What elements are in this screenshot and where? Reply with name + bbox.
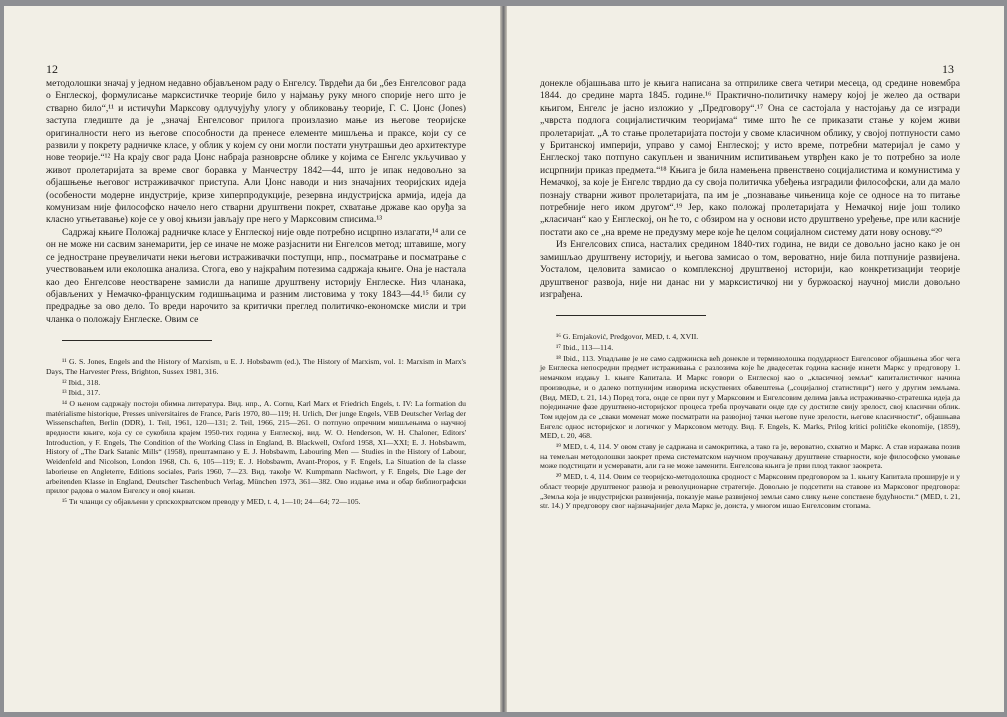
right-page [507, 6, 1004, 712]
footnote: ¹⁷ Ibid., 113—114. [556, 343, 614, 353]
footnote-separator [556, 315, 706, 316]
page-number: 12 [46, 62, 58, 76]
footnote: ¹² Ibid., 318. [62, 377, 101, 387]
footnote: ²⁰ MED, t. 4, 114. Овим се теоријско-методолошка сродност с Марксовим предговором за 1. књигу Капитала проширује и у област теорије друштвеног развоја и револуционарне стратегије. Довољно је подсетити на ставове из Марксовог предговора: „Земља која је индустријски развијенија, показује мање развијеној земљи само слику њене сопствене будућности.“ (MED, t. 21, str. 14.) У предговору свог најзначајнијег дела Маркс је, доиста, у многом ишао Енгелсовим стопама. [540, 472, 960, 511]
footnotes [540, 332, 960, 511]
main-text [46, 78, 466, 326]
page-number: 13 [942, 62, 954, 76]
paragraph: донекле објашњава што је књига написана за отприлике свега четири месеца, од средине новембра 1844. до средине марта 1845. године.¹⁶ Практично-политичку намеру којој је желео да оствари књигом, Енгелс је јасно изложио у „Предговору“.¹⁷ Она се састојала у настојању да се изгради „чврста подлога социјалистичким теоријама“ тиме што ће се приказати стање у којем живи пролетаријат. „А то стање пролетаријата постоји у своме класичном облику, у својој потпуности само у Британској империји, управо у самој Енглеској; у исто време, потребни материјал је само у Енглеској тако потпуно сакупљен и званичним испитивањем утврђен како је то потребно за иоле исцрпнији приказ предмета.“¹⁸ Књига је била намењена првенствено социјалистима и комунистима у Немачкој, за које је Енгелс тврдио да су своја политичка убеђења изградили философски, али да мало познају стварни живот пролетаријата, па им је „познавање чињеница које се односе на то питање потребније него иком другом“.¹⁹ Јер, како положај пролетаријата у Немачкој није још толико „класичан“ као у Енглеској, он ће то, с обзиром на у основи исто друштвено уређење, пре или касније постати ако се „на време не предузму мере које ће целом социјалном систему дати нову основу.“²⁰ [540, 78, 960, 238]
footnote: ¹¹ G. S. Jones, Engels and the History of Marxism, u E. J. Hobsbawm (ed.), The History of Marxism, vol. 1: Marxism in Marx's Days, The Harvester Press, Brighton, Sussex 1981, 316. [46, 357, 466, 376]
paragraph: Садржај књиге Положај радничке класе у Енглеској није овде потребно исцрпно излагати,¹⁴ али се он не може ни сасвим занемарити, јер се иначе не може разјаснити ни Енгелсов метод; штавише, могу се једностране преувеличати неки његови истраживачки поступци, нпр., посматрање и посматрање с учествовањем или еколошка анализа. Стога, ево у најкраћим потезима садржаја књиге. Она је настала као део Енгелсове неостварене замисли да напише друштвену историју Енглеске. Низ чланака, објављених у Немачко-француским годишњацима и разним листовима у току 1843—44.¹⁵ били су предрадње за ово дело. То вреди нарочито за критички преглед политичко-економске мисли и три чланка о положају Енглеске. Овим се [46, 226, 466, 325]
main-text [540, 78, 960, 301]
footnote: ¹⁶ G. Ernjaković, Predgovor, MED, t. 4, XVII. [556, 332, 699, 342]
footnote: ¹⁹ MED, t. 4, 114. У овом ставу је садржана и самокритика, а тако га је, вероватно, схватио и Маркс. А став изражава позив на темељан методолошки заокрет према систематском научном проучавању друштвене стварности, које философско умовање може подстицати и усмеравати, али га не може заменити. Енгелсова књига је први плод таквог заокрета. [540, 442, 960, 471]
paragraph: Из Енгелсових списа, насталих средином 1840-тих година, не види се довољно јасно како је он замишљао друштвену историју, и његова замисао о том, вероватно, није била потпуније развијена. Уосталом, целовита замисао о комплексној друштвеној историји, као конкретизацији теорије друштвеног развоја, није ни данас ни у марксистичкој ни у буржоаској научној мисли довољно изграђена. [540, 239, 960, 300]
footnote: ¹⁸ Ibid., 113. Упадљиве је не само садржинска већ донекле и терминолошка подударност Енгелсовог објашњења због чега је Енглеска непосредни предмет истраживања с разлозима које ће двадесетак година касније изнети Маркс у предговору 1. немачком издању 1. књиге Капитала. И Маркс говори о Енглеској као о „класичној земљи“ капиталистичког начина производње, и о далеко потпунијим изворима искуствених обавештења („социјалној статистици“) него у другим земљама. (Вид. MED, t. 21, 14.) Поред тога, онде се први пут у Марксовим и Енгелсовим делима јавља истраживачко-стратешка идеја да појединачне фазе друштвено-историјског процеса треба проучавати онде где су достигле свију зрелост, свој класични облик. Том идејом да се „сваки моменат може посматрати на развојној тачки његове пуне зрелости, његове класичности“, објашњава Енгелс однос историјског и логичког у Марксовом методу. Вид. F. Engels, K. Marks, Prilog kritici političke ekonomije, (1859), MED, t. 20, 468. [540, 353, 960, 441]
paragraph: методолошки значај у једном недавно објављеном раду о Енгелсу. Тврдећи да би „без Енгелсовог рада о Енглеској, формулисање марксистичке теорије било у најмању руку много спорије него што је стварно било“,¹¹ и истичући Марксову одлучујућу улогу у обликовању теорије, Г. С. Џонс (Jones) заступа гледиште да је „значај Енгелсовог прилога произлазио мање из његове теоријске оригиналности него из његове способности да пренесе елементе мишљења и праксе, који су се развили у покрету радничке класе, у облик у којем су они могли постати унутрашњи део архитектуре нове теорије.“¹² На крају свог рада Џонс набраја разноврсне облике у којима се Енгелс укључивао у живот пролетаријата за време свог боравка у Манчестру 1842—44, што је ипак недовољно за објашњење његовог истраживачког приступа. Али Џонс наводи и низ значајних теоријских идеја (особености модерне индустрије, кризе хиперпродукције, резервна индустријска армија, идеја да комунизам није философско начело него стварни друштвени покрет, схватање државе као оруђа за класно угњетавање) које се у овој књизи јављају пре него у Марксовим списима.¹³ [46, 78, 466, 226]
book-gutter [500, 6, 507, 712]
footnote-separator [62, 340, 212, 341]
footnote: ¹³ Ibid., 317. [62, 388, 101, 398]
left-page [4, 6, 500, 712]
footnote: ¹⁵ Ти чланци су објављени у српскохрватском преводу у MED, t. 4, 1—10; 24—64; 72—105. [62, 496, 361, 506]
footnotes [46, 357, 466, 507]
footnote: ¹⁴ О њеном садржају постоји обимна литература. Вид. нпр., A. Cornu, Karl Marx et Friedrich Engels, t. IV: La formation du matérialisme historique, Presses universitaires de France, Paris 1970, 80—119; H. Urlich, Der junge Engels, VEB Deutscher Verlag der Wissenschaften, Berlin (DDR), 1. Teil, 1961, 120—131; 2. Teil, 1966, 215—261. О потпуно опречним мишљењима о научној вредности књиге, која су се сукобила крајем 1950-тих година у Енглеској, вид. W. O. Henderson, W. H. Chaloner, Editors' Introduction, у F. Engels, The Condition of the Working Class in England, B. Blackwell, Oxford 1958, XI—XXI; E. J. Hobsbawm, History of „The Dark Satanic Mills“ (1958), прештампано у E. J. Hobsbawm, Labouring Men — Studies in the History of Labour, Weidenfeld and Nicolson, London 1968, Ch. 6, 105—119; E. J. Hobsbawm, Avant-Propos, у F. Engels, La Situation de la classe laborieuse en Angleterre, Editions sociales, Paris 1960, 7—23. Вид. такође W. Kumpmann Nachwort, у F. Engels, Die Lage der arbeitenden Klasse in England, Deutscher Taschenbuch Verlag, München 1973, 361—382. Ово издање има и обар библиографски прилог радова о малом Енгелсу и овој књизи. [46, 398, 466, 496]
